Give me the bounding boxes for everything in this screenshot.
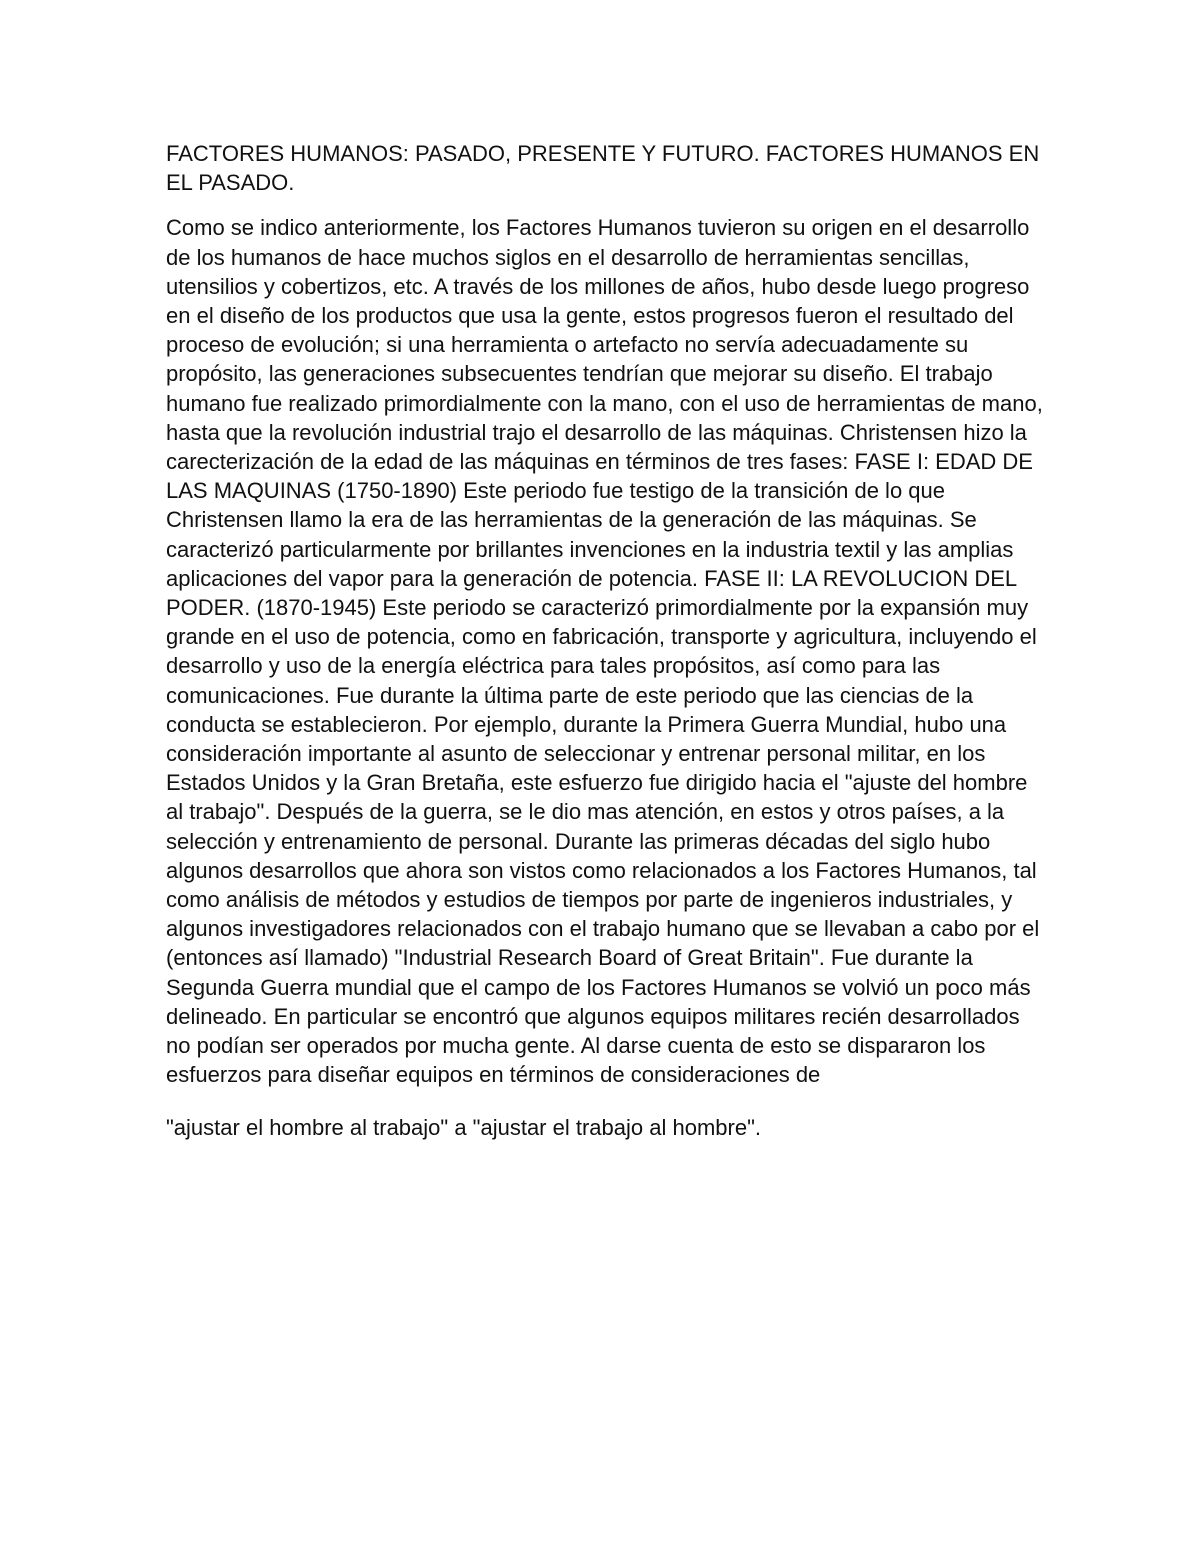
document-title: FACTORES HUMANOS: PASADO, PRESENTE Y FUTURO. FACTORES HUMANOS EN EL PASADO. (166, 141, 1040, 196)
body-paragraph: Como se indico anteriormente, los Factores Humanos tuvieron su origen en el desarrollo de los humanos de hace muchos siglos en el desarrollo de herramientas sencillas, utensilios y cobertizos, etc. A través de los millones de años, hubo desde luego progreso en el diseño de los productos que usa la gente, estos progresos fueron el resultado del proceso de evolución; si una herramienta o artefacto no servía adecuadamente su propósito, las generaciones subsecuentes tendrían que mejorar su diseño. El trabajo humano fue realizado primordialmente con la mano, con el uso de herramientas de mano, hasta que la revolución industrial trajo el desarrollo de las máquinas. Christensen hizo la carecterización de la edad de las máquinas en términos de tres fases: FASE I: EDAD DE LAS MAQUINAS (1750-1890) Este periodo fue testigo de la transición de lo que Christensen llamo la era de las herramientas de la generación de las máquinas. Se caracterizó particularmente por brillantes invenciones en la industria textil y las amplias aplicaciones del vapor para la generación de potencia. FASE II: LA REVOLUCION DEL PODER. (1870-1945) Este periodo se caracterizó primordialmente por la expansión muy grande en el uso de potencia, como en fabricación, transporte y agricultura, incluyendo el desarrollo y uso de la energía eléctrica para tales propósitos, así como para las comunicaciones. Fue durante la última parte de este periodo que las ciencias de la conducta se establecieron. Por ejemplo, durante la Primera Guerra Mundial, hubo una consideración importante al asunto de seleccionar y entrenar personal militar, en los Estados Unidos y la Gran Bretaña, este esfuerzo fue dirigido hacia el "ajuste del hombre al trabajo". Después de la guerra, se le dio mas atención, en estos y otros países, a la selección y entrenamiento de personal. Durante las primeras décadas del siglo hubo algunos desarrollos que ahora son vistos como relacionados a los Factores Humanos, tal como análisis de métodos y estudios de tiempos por parte de ingenieros industriales, y algunos investigadores relacionados con el trabajo humano que se llevaban a cabo por el (entonces así llamado) "Industrial Research Board of Great Britain". Fue durante la Segunda Guerra mundial que el campo de los Factores Humanos se volvió un poco más delineado. En particular se encontró que algunos equipos militares recién desarrollados no podían ser operados por mucha gente. Al darse cuenta de esto se dispararon los esfuerzos para diseñar equipos en términos de consideraciones de (166, 215, 1043, 1088)
document-content (166, 139, 1046, 1142)
closing-paragraph: "ajustar el hombre al trabajo" a "ajustar el trabajo al hombre". (166, 1114, 761, 1140)
